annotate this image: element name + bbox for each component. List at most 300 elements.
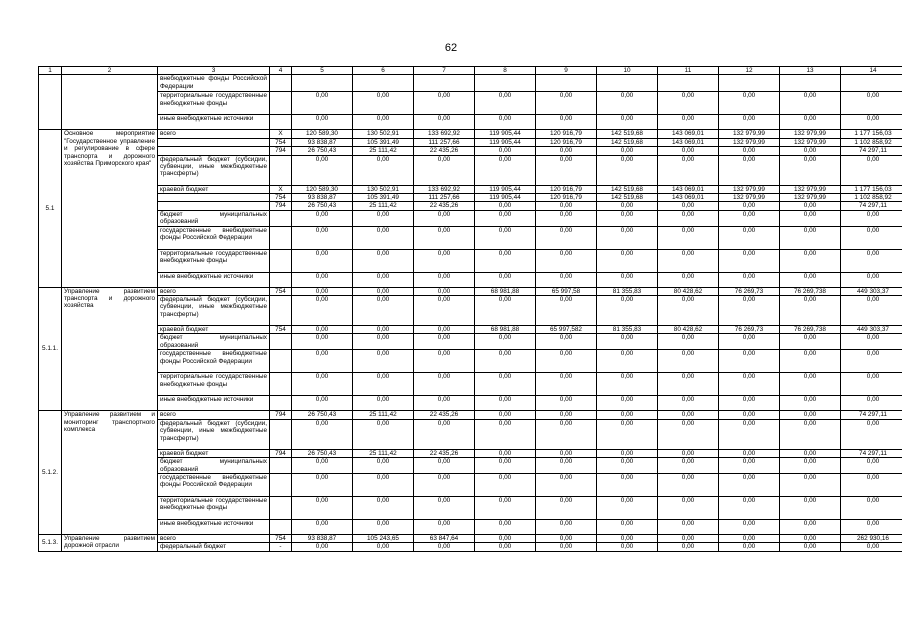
year-value: 68 981,88 [475, 326, 536, 334]
year-value: 0,00 [780, 249, 841, 272]
year-value: 0,00 [719, 296, 780, 326]
year-value: 0,00 [658, 115, 719, 130]
header-cell: 14 [841, 67, 902, 75]
funding-source: краевой бюджет [158, 326, 270, 334]
table-row [39, 138, 902, 146]
table-row [39, 373, 902, 396]
year-value: 0,00 [414, 458, 475, 474]
year-value: 0,00 [536, 202, 597, 210]
year-value: 120 589,30 [292, 185, 353, 193]
year-value: 142 519,68 [597, 194, 658, 202]
year-value: 0,00 [536, 534, 597, 542]
funding-source: федеральный бюджет [158, 543, 270, 551]
table-row [39, 272, 902, 287]
year-value [475, 75, 536, 92]
year-value: 0,00 [719, 115, 780, 130]
year-value: 0,00 [292, 473, 353, 496]
year-value: 0,00 [719, 249, 780, 272]
header-cell: 5 [292, 67, 353, 75]
budget-code [270, 115, 292, 130]
year-value: 143 069,01 [658, 138, 719, 146]
year-value: 0,00 [597, 458, 658, 474]
year-value: 0,00 [414, 92, 475, 115]
year-value: 0,00 [597, 519, 658, 534]
year-value: 0,00 [292, 296, 353, 326]
year-value: 0,00 [658, 473, 719, 496]
year-value: 0,00 [292, 92, 353, 115]
year-value: 0,00 [597, 202, 658, 210]
budget-code: 754 [270, 326, 292, 334]
year-value: 130 502,91 [353, 130, 414, 138]
year-value: 0,00 [353, 473, 414, 496]
year-value: 0,00 [719, 373, 780, 396]
year-value: 0,00 [536, 155, 597, 185]
year-value: 0,00 [780, 272, 841, 287]
year-value: 143 069,01 [658, 194, 719, 202]
total-value: 0,00 [841, 210, 902, 226]
year-value: 76 269,73 [719, 326, 780, 334]
year-value: 0,00 [353, 350, 414, 373]
year-value: 0,00 [658, 396, 719, 411]
year-value: 0,00 [719, 519, 780, 534]
total-value: 74 297,11 [841, 147, 902, 155]
year-value: 132 979,99 [719, 130, 780, 138]
year-value: 0,00 [719, 147, 780, 155]
year-value: 0,00 [353, 543, 414, 551]
year-value: 0,00 [414, 519, 475, 534]
funding-source: бюджет муниципальных образований [158, 458, 270, 474]
table-row [39, 449, 902, 457]
funding-source: внебюджетные фонды Российской Федерации [158, 75, 270, 92]
total-value: 0,00 [841, 115, 902, 130]
year-value: 0,00 [658, 210, 719, 226]
year-value: 0,00 [536, 411, 597, 419]
year-value [414, 75, 475, 92]
year-value: 65 997,58 [536, 287, 597, 295]
header-cell: 9 [536, 67, 597, 75]
year-value: 0,00 [719, 473, 780, 496]
year-value: 0,00 [719, 449, 780, 457]
table-row [39, 419, 902, 449]
year-value: 0,00 [658, 249, 719, 272]
year-value: 0,00 [780, 350, 841, 373]
total-value: 0,00 [841, 155, 902, 185]
year-value: 0,00 [780, 373, 841, 396]
year-value: 0,00 [536, 396, 597, 411]
measure-index [39, 75, 62, 130]
table-row [39, 147, 902, 155]
year-value: 0,00 [414, 473, 475, 496]
year-value: 0,00 [536, 272, 597, 287]
year-value: 142 519,68 [597, 138, 658, 146]
year-value [292, 75, 353, 92]
year-value: 0,00 [658, 92, 719, 115]
year-value: 0,00 [780, 458, 841, 474]
year-value: 132 979,99 [780, 130, 841, 138]
total-value: 0,00 [841, 249, 902, 272]
year-value: 111 257,66 [414, 194, 475, 202]
year-value: 26 750,43 [292, 411, 353, 419]
year-value: 0,00 [597, 210, 658, 226]
year-value: 0,00 [780, 519, 841, 534]
year-value [719, 75, 780, 92]
budget-code [270, 75, 292, 92]
year-value: 93 838,87 [292, 534, 353, 542]
year-value: 76 269,73 [719, 287, 780, 295]
year-value: 0,00 [414, 350, 475, 373]
budget-code [270, 458, 292, 474]
year-value: 0,00 [292, 115, 353, 130]
year-value: 0,00 [597, 543, 658, 551]
total-value: 74 297,11 [841, 449, 902, 457]
year-value: 25 111,42 [353, 147, 414, 155]
year-value: 0,00 [780, 449, 841, 457]
total-value: 0,00 [841, 473, 902, 496]
measure-name [62, 75, 158, 130]
total-value: 1 102 858,92 [841, 138, 902, 146]
year-value: 0,00 [292, 350, 353, 373]
year-value: 0,00 [597, 411, 658, 419]
table-row [39, 411, 902, 419]
year-value: 0,00 [780, 202, 841, 210]
table-row [39, 543, 902, 551]
year-value: 81 355,83 [597, 287, 658, 295]
year-value: 0,00 [475, 115, 536, 130]
year-value: 0,00 [475, 296, 536, 326]
year-value: 120 916,79 [536, 138, 597, 146]
year-value: 0,00 [475, 210, 536, 226]
year-value: 0,00 [658, 334, 719, 350]
header-cell: 1 [39, 67, 62, 75]
year-value: 25 111,42 [353, 411, 414, 419]
year-value: 0,00 [414, 326, 475, 334]
total-value: 0,00 [841, 272, 902, 287]
year-value: 0,00 [658, 411, 719, 419]
year-value: 25 111,42 [353, 202, 414, 210]
budget-code: 754 [270, 138, 292, 146]
year-value: 0,00 [597, 496, 658, 519]
header-row [39, 67, 902, 75]
table-row [39, 130, 902, 138]
year-value: 0,00 [475, 449, 536, 457]
year-value: 0,00 [536, 473, 597, 496]
table-row [39, 326, 902, 334]
total-value: 1 102 858,92 [841, 194, 902, 202]
year-value: 0,00 [353, 396, 414, 411]
measure-name: Управление развитием и мониторинг транспортного комплекса [62, 411, 158, 535]
funding-source: территориальные государственные внебюджетные фонды [158, 92, 270, 115]
year-value: 0,00 [780, 419, 841, 449]
budget-code [270, 350, 292, 373]
year-value: 0,00 [292, 543, 353, 551]
year-value: 0,00 [353, 115, 414, 130]
total-value: 449 303,37 [841, 287, 902, 295]
year-value: 0,00 [658, 226, 719, 249]
year-value: 76 269,738 [780, 326, 841, 334]
year-value: 0,00 [475, 226, 536, 249]
year-value: 0,00 [414, 249, 475, 272]
page-number: 62 [444, 42, 458, 54]
year-value: 132 979,99 [719, 194, 780, 202]
year-value: 0,00 [475, 373, 536, 396]
year-value: 0,00 [658, 496, 719, 519]
budget-code [270, 373, 292, 396]
table-row [39, 249, 902, 272]
year-value: 0,00 [475, 419, 536, 449]
budget-code [270, 419, 292, 449]
year-value: 0,00 [597, 419, 658, 449]
budget-code: 794 [270, 411, 292, 419]
year-value: 0,00 [597, 155, 658, 185]
year-value: 22 435,26 [414, 202, 475, 210]
year-value: 0,00 [414, 287, 475, 295]
budget-code: 754 [270, 534, 292, 542]
year-value: 0,00 [780, 92, 841, 115]
measure-name: Основное мероприятие "Государственное управление и регулирование в сфере транспорта и дорожного хозяйства Приморского края" [62, 130, 158, 287]
year-value: 0,00 [475, 147, 536, 155]
year-value [780, 75, 841, 92]
funding-source: всего [158, 411, 270, 419]
budget-code [270, 226, 292, 249]
year-value: 0,00 [719, 543, 780, 551]
year-value [658, 75, 719, 92]
total-value: 0,00 [841, 296, 902, 326]
year-value: 0,00 [292, 287, 353, 295]
year-value: 26 750,43 [292, 449, 353, 457]
year-value: 0,00 [475, 396, 536, 411]
funding-source: территориальные государственные внебюджетные фонды [158, 249, 270, 272]
year-value: 0,00 [719, 210, 780, 226]
year-value: 0,00 [719, 272, 780, 287]
year-value: 0,00 [536, 373, 597, 396]
year-value: 132 979,99 [780, 138, 841, 146]
budget-code [270, 210, 292, 226]
funding-source: государственные внебюджетные фонды Российской Федерации [158, 350, 270, 373]
year-value: 0,00 [292, 373, 353, 396]
year-value: 0,00 [597, 350, 658, 373]
funding-source [158, 138, 270, 146]
year-value: 0,00 [475, 272, 536, 287]
year-value: 0,00 [597, 272, 658, 287]
year-value: 0,00 [780, 155, 841, 185]
budget-code [270, 473, 292, 496]
table-row [39, 155, 902, 185]
measure-name: Управление развитием дорожной отрасли [62, 534, 158, 551]
year-value: 0,00 [597, 226, 658, 249]
year-value: 142 519,68 [597, 185, 658, 193]
budget-code [270, 496, 292, 519]
year-value: 0,00 [658, 543, 719, 551]
year-value: 0,00 [475, 473, 536, 496]
year-value: 25 111,42 [353, 449, 414, 457]
year-value: 0,00 [597, 449, 658, 457]
year-value: 0,00 [475, 92, 536, 115]
budget-code [270, 334, 292, 350]
budget-code: 794 [270, 147, 292, 155]
funding-source: бюджет муниципальных образований [158, 210, 270, 226]
total-value: 0,00 [841, 334, 902, 350]
year-value [597, 75, 658, 92]
table-row [39, 115, 902, 130]
year-value: 0,00 [475, 350, 536, 373]
year-value: 0,00 [719, 202, 780, 210]
funding-source: федеральный бюджет (субсидии, субвенции, иные межбюджетные трансферты) [158, 296, 270, 326]
year-value: 0,00 [414, 334, 475, 350]
year-value: 0,00 [475, 334, 536, 350]
year-value: 0,00 [597, 147, 658, 155]
table-row [39, 396, 902, 411]
header-cell: 12 [719, 67, 780, 75]
year-value: 0,00 [414, 419, 475, 449]
year-value: 0,00 [719, 496, 780, 519]
year-value: 0,00 [597, 534, 658, 542]
year-value: 0,00 [353, 287, 414, 295]
year-value: 0,00 [658, 272, 719, 287]
header-cell: 3 [158, 67, 270, 75]
budget-code: - [270, 543, 292, 551]
year-value: 0,00 [780, 534, 841, 542]
year-value: 0,00 [536, 419, 597, 449]
year-value: 133 692,92 [414, 185, 475, 193]
header-cell: 10 [597, 67, 658, 75]
year-value: 143 069,01 [658, 130, 719, 138]
year-value: 0,00 [292, 326, 353, 334]
year-value: 0,00 [475, 534, 536, 542]
year-value: 22 435,26 [414, 411, 475, 419]
measure-index: 5.1.2. [39, 411, 62, 535]
year-value: 120 589,30 [292, 130, 353, 138]
budget-code: 794 [270, 202, 292, 210]
year-value: 0,00 [353, 373, 414, 396]
year-value: 0,00 [658, 449, 719, 457]
budget-code: 754 [270, 287, 292, 295]
year-value: 0,00 [353, 92, 414, 115]
year-value: 0,00 [719, 458, 780, 474]
year-value: 0,00 [719, 350, 780, 373]
year-value: 0,00 [719, 155, 780, 185]
year-value: 105 391,49 [353, 194, 414, 202]
table-row [39, 202, 902, 210]
year-value: 0,00 [780, 496, 841, 519]
year-value: 0,00 [658, 350, 719, 373]
header-cell: 13 [780, 67, 841, 75]
year-value: 80 428,62 [658, 287, 719, 295]
year-value: 0,00 [536, 147, 597, 155]
year-value: 0,00 [414, 226, 475, 249]
measure-index: 5.1 [39, 130, 62, 287]
table-row [39, 458, 902, 474]
year-value: 65 997,582 [536, 326, 597, 334]
year-value: 0,00 [475, 519, 536, 534]
year-value: 119 905,44 [475, 185, 536, 193]
table-row [39, 92, 902, 115]
year-value: 22 435,26 [414, 147, 475, 155]
year-value: 0,00 [780, 411, 841, 419]
header-cell: 6 [353, 67, 414, 75]
table-row [39, 519, 902, 534]
table-row [39, 194, 902, 202]
year-value: 0,00 [536, 449, 597, 457]
total-value: 0,00 [841, 350, 902, 373]
header-cell: 2 [62, 67, 158, 75]
year-value: 0,00 [536, 92, 597, 115]
year-value: 0,00 [719, 419, 780, 449]
year-value: 0,00 [414, 155, 475, 185]
table-row [39, 75, 902, 92]
total-value: 449 303,37 [841, 326, 902, 334]
year-value: 0,00 [414, 115, 475, 130]
year-value: 132 979,99 [719, 185, 780, 193]
year-value: 0,00 [353, 334, 414, 350]
year-value: 0,00 [536, 334, 597, 350]
year-value: 93 838,87 [292, 138, 353, 146]
year-value: 0,00 [414, 272, 475, 287]
total-value: 0,00 [841, 543, 902, 551]
year-value: 0,00 [292, 155, 353, 185]
year-value: 0,00 [597, 296, 658, 326]
funding-source: иные внебюджетные источники [158, 272, 270, 287]
year-value: 0,00 [536, 226, 597, 249]
year-value: 0,00 [780, 473, 841, 496]
year-value: 0,00 [658, 519, 719, 534]
year-value: 0,00 [292, 226, 353, 249]
year-value: 76 269,738 [780, 287, 841, 295]
year-value: 0,00 [536, 350, 597, 373]
total-value: 74 297,11 [841, 411, 902, 419]
year-value: 0,00 [597, 92, 658, 115]
year-value: 0,00 [597, 249, 658, 272]
measure-name: Управление развитием транспорта и дорожного хозяйства [62, 287, 158, 411]
year-value: 0,00 [414, 543, 475, 551]
year-value: 81 355,83 [597, 326, 658, 334]
budget-code [270, 92, 292, 115]
year-value: 0,00 [353, 272, 414, 287]
year-value [536, 75, 597, 92]
year-value: 142 519,68 [597, 130, 658, 138]
year-value: 120 916,79 [536, 194, 597, 202]
year-value: 0,00 [414, 373, 475, 396]
year-value: 0,00 [475, 458, 536, 474]
table-row [39, 496, 902, 519]
year-value: 105 391,49 [353, 138, 414, 146]
year-value: 0,00 [597, 473, 658, 496]
year-value: 80 428,62 [658, 326, 719, 334]
year-value: 120 916,79 [536, 185, 597, 193]
year-value: 0,00 [414, 210, 475, 226]
year-value: 0,00 [292, 496, 353, 519]
year-value: 0,00 [536, 296, 597, 326]
year-value: 0,00 [719, 226, 780, 249]
year-value: 0,00 [536, 249, 597, 272]
year-value: 0,00 [780, 147, 841, 155]
funding-source: краевой бюджет [158, 185, 270, 193]
funding-source: федеральный бюджет (субсидии, субвенции, иные межбюджетные трансферты) [158, 155, 270, 185]
year-value: 0,00 [536, 496, 597, 519]
year-value: 0,00 [658, 419, 719, 449]
year-value: 105 243,65 [353, 534, 414, 542]
year-value: 0,00 [780, 334, 841, 350]
year-value: 0,00 [292, 396, 353, 411]
year-value: 0,00 [597, 115, 658, 130]
funding-source: всего [158, 130, 270, 138]
year-value: 0,00 [292, 334, 353, 350]
table-row [39, 534, 902, 542]
measure-index: 5.1.1. [39, 287, 62, 411]
year-value: 26 750,43 [292, 202, 353, 210]
year-value: 0,00 [353, 226, 414, 249]
year-value: 0,00 [292, 458, 353, 474]
budget-code [270, 296, 292, 326]
